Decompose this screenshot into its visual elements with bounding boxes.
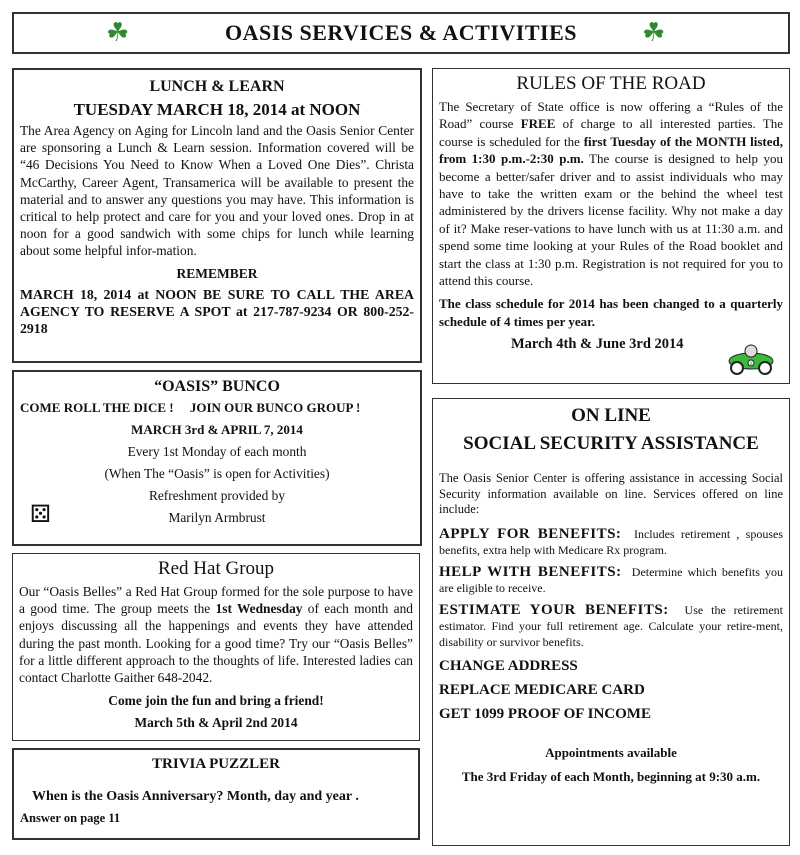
ss-services bbox=[439, 526, 783, 650]
appointments-heading: Appointments available bbox=[545, 744, 677, 760]
schedule-note: The class schedule for 2014 has been changed to a quarterly schedule of 4 times per year. bbox=[439, 296, 783, 329]
social-security-section bbox=[432, 398, 790, 846]
race-car-icon bbox=[727, 343, 775, 375]
red-hat-dates: March 5th & April 2nd 2014 bbox=[134, 715, 298, 731]
section-title: TRIVIA PUZZLER bbox=[152, 756, 280, 772]
service-text: Use the retirement estimator. Find your full retirement age. Calculate your retire-ment, disability or survivor benefits. bbox=[439, 602, 783, 649]
section-title: ON LINE bbox=[571, 405, 651, 426]
dice-icon: ⚄ bbox=[30, 502, 51, 528]
trivia-section bbox=[12, 748, 420, 840]
ss-item: REPLACE MEDICARE CARD bbox=[439, 681, 645, 698]
section-body bbox=[19, 583, 413, 686]
bunco-refreshment: Refreshment provided by bbox=[148, 488, 286, 503]
ss-item: CHANGE ADDRESS bbox=[439, 657, 578, 674]
service-heading: ESTIMATE YOUR BENEFITS: bbox=[439, 601, 669, 618]
section-title: Red Hat Group bbox=[157, 558, 275, 579]
trivia-question: When is the Oasis Anniversary? Month, day and year . bbox=[32, 789, 359, 804]
rules-dates: March 4th & June 3rd 2014 bbox=[511, 335, 684, 352]
ss-item: GET 1099 PROOF OF INCOME bbox=[439, 705, 651, 722]
section-body bbox=[439, 98, 783, 289]
body-text: of each month and enjoys discussing all the happenings and events they have attended during the past month. Looking for a good time? Try our “Oasis Belles” for a little different approach to the thoughts of life. Interested ladies can contact Charlotte Gaither 648-2042. bbox=[19, 601, 414, 686]
section-title: “OASIS” BUNCO bbox=[154, 378, 280, 395]
service-heading: APPLY FOR BENEFITS: bbox=[439, 525, 622, 542]
lunch-learn-section bbox=[12, 68, 422, 363]
bunco-host: Marilyn Armbrust bbox=[168, 510, 266, 525]
service-item bbox=[439, 564, 783, 596]
service-item bbox=[439, 602, 783, 650]
rules-road-section bbox=[432, 68, 790, 384]
section-body: The Area Agency on Aging for Lincoln land and the Oasis Senior Center are sponsoring a Lunch & Learn session. Information covered will be “46 Decisions You Need to Know When a Loved One Dies”. Christa McCarthy, Career Agent, Transamerica will be available to present the material and to answer any questions you may have. This information is critical to help protect and care for you and your loved ones. Drop in at noon for a good sandwich with some chips for lunch while learning about some helpful infor-mation. bbox=[20, 123, 414, 259]
body-text: The Secretary of State office is now offering a “Rules of the Road” course bbox=[439, 99, 783, 132]
section-title: RULES OF THE ROAD bbox=[516, 73, 706, 94]
car-number: 1 bbox=[749, 362, 753, 367]
service-heading: HELP WITH BENEFITS: bbox=[439, 563, 622, 580]
red-hat-section bbox=[12, 553, 420, 741]
body-bold: FREE bbox=[520, 116, 556, 132]
bunco-note: (When The “Oasis” is open for Activities) bbox=[104, 466, 330, 481]
body-bold: 1st Wednesday bbox=[215, 601, 303, 617]
bunco-schedule: Every 1st Monday of each month bbox=[127, 444, 307, 459]
body-text: The course is designed to help you become a better/safer driver and to assist individuals who may have to take the written exam or the behind the wheel test administered by the drivers license facility. Why not make a day of it? Make reser-vations to have lunch with us at 11:30 a.m. and spend some time looking at your Rules of the Road booklet and start the class at 1:30 p.m. Registration is not required for you to attend this course. bbox=[439, 151, 783, 289]
ss-intro: The Oasis Senior Center is offering assistance in accessing Social Security information available on line. Services offered on line include: bbox=[439, 471, 783, 516]
trivia-answer-ref: Answer on page 11 bbox=[20, 811, 121, 825]
service-item bbox=[439, 526, 783, 558]
bunco-tagline: COME ROLL THE DICE ! JOIN OUR BUNCO GROUP ! bbox=[20, 400, 361, 415]
section-title: LUNCH & LEARN bbox=[149, 78, 285, 95]
shamrock-icon: ☘ bbox=[642, 18, 666, 47]
body-text: of charge to all interested parties. The course is scheduled for the bbox=[439, 116, 783, 149]
page-title: OASIS SERVICES & ACTIVITIES bbox=[224, 20, 578, 45]
body-text: Our “Oasis Belles” a Red Hat Group formed for the sole purpose to have a good time. The group meets the bbox=[19, 584, 413, 617]
bunco-section bbox=[12, 370, 422, 546]
body-bold: first Tuesday of the MONTH listed, from 1:30 p.m.-2:30 p.m. bbox=[439, 133, 783, 167]
remember-heading: REMEMBER bbox=[176, 265, 258, 281]
section-subtitle: SOCIAL SECURITY ASSISTANCE bbox=[463, 433, 759, 454]
section-subtitle: TUESDAY MARCH 18, 2014 at NOON bbox=[73, 100, 361, 119]
shamrock-icon: ☘ bbox=[106, 18, 130, 47]
reminder-text: MARCH 18, 2014 at NOON BE SURE TO CALL THE AREA AGENCY TO RESERVE A SPOT at 217-787-9234 OR 800-252-2918 bbox=[20, 286, 414, 337]
appointments-time: The 3rd Friday of each Month, beginning at 9:30 a.m. bbox=[461, 768, 761, 784]
bunco-dates: MARCH 3rd & APRIL 7, 2014 bbox=[131, 422, 303, 437]
service-text: Includes retirement , spouses benefits, extra help with Medicare Rx program. bbox=[439, 526, 784, 557]
service-text: Determine which benefits you are eligible to receive. bbox=[439, 564, 783, 595]
red-hat-cta: Come join the fun and bring a friend! bbox=[108, 693, 324, 709]
